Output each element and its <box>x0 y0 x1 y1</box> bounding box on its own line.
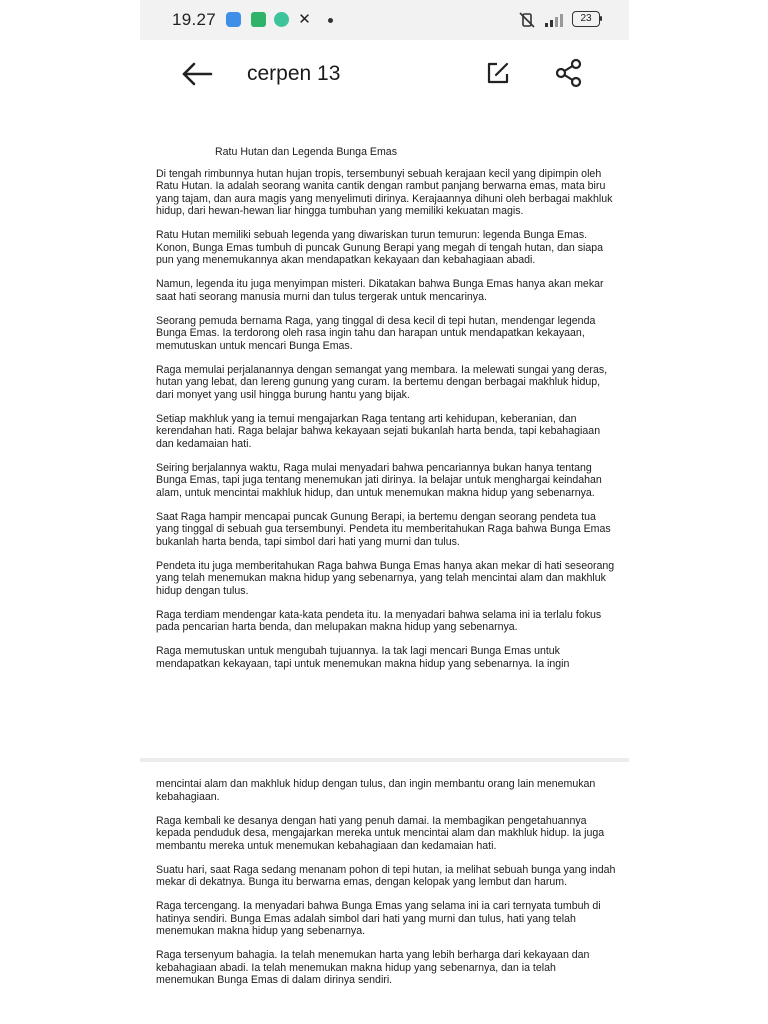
paragraph: Di tengah rimbunnya hutan hujan tropis, tersembunyi sebuah kerajaan kecil yang dipimpin oleh Ratu Hutan. Ia adalah seorang wanita cantik dengan rambut panjang berwarna emas, mata biru yang tajam, dan aura magis yang menyelimuti dirinya. Kerajaannya dihuni oleh berbagai makhluk hidup, dari hewan-hewan liar hingga tumbuhan yang memiliki kekuatan magis. <box>156 167 613 217</box>
paragraph: Suatu hari, saat Raga sedang menanam pohon di tepi hutan, ia melihat sebuah bunga yang indah mekar di dekatnya. Bunga itu berwarna emas, dengan kelopak yang lembut dan harum. <box>156 863 616 888</box>
signal-icon <box>544 12 566 28</box>
paragraph: Raga tercengang. Ia menyadari bahwa Bunga Emas yang selama ini ia cari ternyata tumbuh di hatinya sendiri. Bunga Emas adalah simbol dari hati yang murni dan tulus, hati yang telah menemukan makna hidup yang sebenarnya. <box>156 900 601 937</box>
paragraph: mencintai alam dan makhluk hidup dengan tulus, dan ingin membantu orang lain menemukan kebahagiaan. <box>156 778 596 803</box>
vibrate-mute-icon <box>518 11 536 29</box>
status-time: 19.27 <box>172 10 217 29</box>
app-icon-blue <box>226 12 241 27</box>
paragraph: Setiap makhluk yang ia temui mengajarkan Raga tentang arti kehidupan, keberanian, dan kerendahan hati. Raga belajar bahwa kekayaan sejati bukanlah harta benda, tapi kebahagiaan dan kedamaian hati. <box>156 412 601 450</box>
story-title: Ratu Hutan dan Legenda Bunga Emas <box>215 146 397 158</box>
battery-icon: 23 <box>572 11 600 27</box>
app-icon-x: ✕ <box>298 11 311 28</box>
document-page-1 <box>156 146 616 682</box>
app-icon-teal <box>274 12 289 27</box>
paragraph: Saat Raga hampir mencapai puncak Gunung Berapi, ia bertemu dengan seorang pendeta tua yang tinggal di sebuah gua tersembunyi. Pendeta itu memberitahukan Raga bahwa Bunga Emas bukanlah harta benda, tapi simbol dari hati yang murni dan tulus. <box>156 510 611 548</box>
paragraph: Seiring berjalannya waktu, Raga mulai menyadari bahwa pencariannya bukan hanya tentang Bunga Emas, tapi juga tentang menemukan jati dirinya. Ia belajar untuk menghargai keindahan alam, untuk mencintai makhluk hidup, dan untuk menemukan makna hidup yang sebenarnya. <box>156 461 602 499</box>
battery-tip <box>600 16 602 21</box>
paragraph: Seorang pemuda bernama Raga, yang tinggal di desa kecil di tepi hutan, mendengar legenda Bunga Emas. Ia terdorong oleh rasa ingin tahu dan harapan untuk mendapatkan kekayaan, memutuskan untuk mencari Bunga Emas. <box>156 314 596 352</box>
paragraph: Raga memulai perjalanannya dengan semangat yang membara. Ia melewati sungai yang deras, hutan yang lebat, dan lereng gunung yang curam. Ia bertemu dengan berbagai makhluk hidup, dari monyet yang usil hingga burung hantu yang bijak. <box>156 363 608 401</box>
paragraph: Raga memutuskan untuk mengubah tujuannya. Ia tak lagi mencari Bunga Emas untuk mendapatkan kekayaan, tapi untuk menemukan makna hidup yang sebenarnya. Ia ingin <box>156 645 570 670</box>
document-page-2 <box>156 778 616 998</box>
page-divider <box>140 758 629 762</box>
phone-screen <box>140 0 629 1024</box>
paragraph: Raga terdiam mendengar kata-kata pendeta itu. Ia menyadari bahwa selama ini ia terlalu fokus pada pencarian harta benda, dan melupakan makna hidup yang sebenarnya. <box>156 608 602 633</box>
paragraph: Pendeta itu juga memberitahukan Raga bahwa Bunga Emas hanya akan mekar di hati seseorang yang telah menemukan makna hidup yang sebenarnya, yang telah mencintai alam dan makhluk hidup dengan tulus. <box>156 559 615 597</box>
edit-icon[interactable] <box>485 60 511 86</box>
more-notifications-dot <box>328 18 333 23</box>
app-bar <box>140 44 629 104</box>
app-icon-green <box>251 12 266 27</box>
page-title: cerpen 13 <box>247 62 341 85</box>
paragraph: Ratu Hutan memiliki sebuah legenda yang diwariskan turun temurun: legenda Bunga Emas. Konon, Bunga Emas tumbuh di puncak Gunung Berapi yang megah di tengah hutan, dan siapa pun yang menemukannya akan mendapatkan kekayaan dan kebahagiaan abadi. <box>156 229 604 266</box>
paragraph: Namun, legenda itu juga menyimpan misteri. Dikatakan bahwa Bunga Emas hanya akan mekar saat hati seorang manusia murni dan tulus tergerak untuk mencarinya. <box>156 278 604 303</box>
status-bar <box>140 0 629 40</box>
paragraph: Raga kembali ke desanya dengan hati yang penuh damai. Ia membagikan pengetahuannya kepada penduduk desa, mengajarkan mereka untuk mencintai alam dan makhluk hidup. Ia juga membantu mereka untuk menemukan kebahagiaan dan kedamaian hati. <box>156 814 605 852</box>
paragraph: Raga tersenyum bahagia. Ia telah menemukan harta yang lebih berharga dari kekayaan dan kebahagiaan abadi. Ia telah menemukan makna hidup yang sebenarnya, dan ia telah menemukan Bunga Emas di dalam dirinya sendiri. <box>156 949 590 986</box>
arrow-left-icon[interactable] <box>180 59 214 89</box>
share-icon[interactable] <box>554 58 584 88</box>
